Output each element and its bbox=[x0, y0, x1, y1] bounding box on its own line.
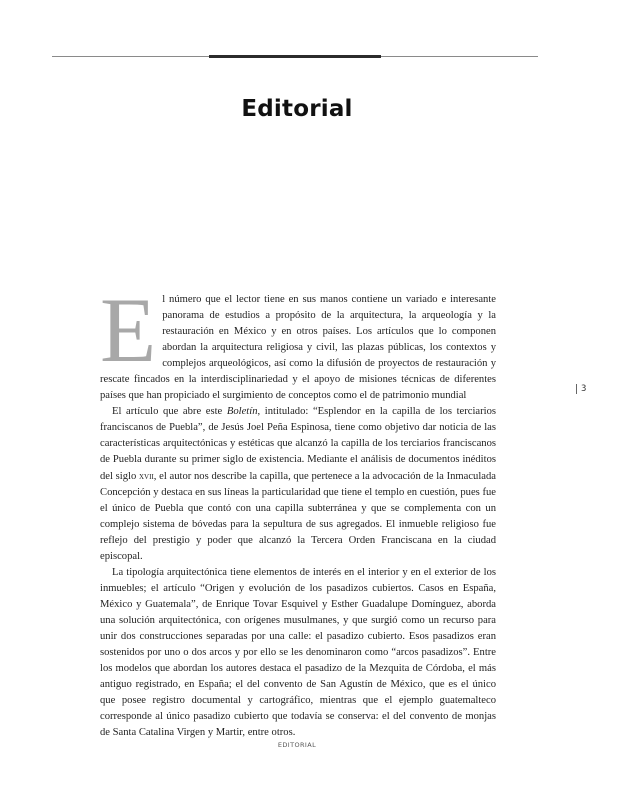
drop-cap: E bbox=[100, 279, 157, 381]
paragraph-1 bbox=[100, 279, 496, 404]
top-accent-bar bbox=[209, 55, 381, 58]
paragraph-3: La tipología arquitectónica tiene elementos de interés en el interior y en el exterior de los inmuebles; el artículo “Origen y evolución de los pasadizos cubiertos. Casos en España, México y Guatemala”, de Enrique Tovar Esquivel y Esther Guadalupe Domínguez, aborda una solución arquitectónica, con orígenes musulmanes, y que surgió como un recurso para unir dos construcciones separadas por una calle: el pasadizo cubierto. Esos pasadizos eran sostenidos por uno o dos arcos y por ello se les denominaron como “arcos pasadizos”. Entre los modelos que abordan los autores destaca el pasadizo de la Mezquita de Córdoba, el más antiguo registrado, en España; el del convento de San Agustín de México, que es el único que posee registro documental y cartográfico, mientras que el ejemplo guatemalteco corresponde al único pasadizo cubierto que todavía se conserva: el del convento de monjas de Santa Catalina Virgen y Martir, entre otros. bbox=[100, 566, 496, 739]
paragraph-2-text-c: , el autor nos describe la capilla, que pertenece a la advocación de la Inmaculada Concepción y destaca en sus líneas la particularidad que tiene el templo en cuestión, pues fue el único de Puebla que contó con una capilla subterránea y que se complementa con un complejo sistema de bóvedas para la sepultura de sus agregados. El inmueble religioso fue reflejo del prestigio y poder que alcanzó la Tercera Orden Franciscana en la ciudad episcopal. bbox=[100, 470, 497, 562]
century-numeral: xvii bbox=[139, 470, 154, 482]
journal-name: Boletín bbox=[226, 406, 258, 418]
article-body bbox=[100, 279, 497, 741]
paragraph-1-text: l número que el lector tiene en sus manos contiene un variado e interesante panorama de estudios a propósito de la arquitectura, la arqueología y la restauración en México y en otros países. Los artículos que lo componen abordan la arquitectura religiosa y civil, las plazas públicas, los contextos y complejos arqueológicos, así como la difusión de proyectos de restauración y rescate fincados en la interdisciplinariedad y el apoyo de misiones técnicas de diferentes países que han propiciado el surgimiento de conceptos como el de patrimonio mundial bbox=[100, 294, 496, 402]
running-footer: EDITORIAL bbox=[277, 741, 317, 749]
page-title: Editorial bbox=[241, 96, 353, 122]
page-number: 3 bbox=[576, 384, 586, 394]
paragraph-2-text-b: , intitulado: “Esplendor en la capilla de los terciarios franciscanos de Puebla”, de Jesús Joel Peña Espinosa, tiene como objetivo dar noticia de las características arquitectónicas y estéticas que alcanzó la capilla de los terciarios franciscanos de Puebla durante su primer siglo de existencia. Mediante el análisis de documentos inéditos del siglo bbox=[100, 406, 496, 482]
paragraph-2-text-a: El artículo que abre este bbox=[112, 406, 227, 418]
paragraph-2 bbox=[100, 404, 496, 564]
